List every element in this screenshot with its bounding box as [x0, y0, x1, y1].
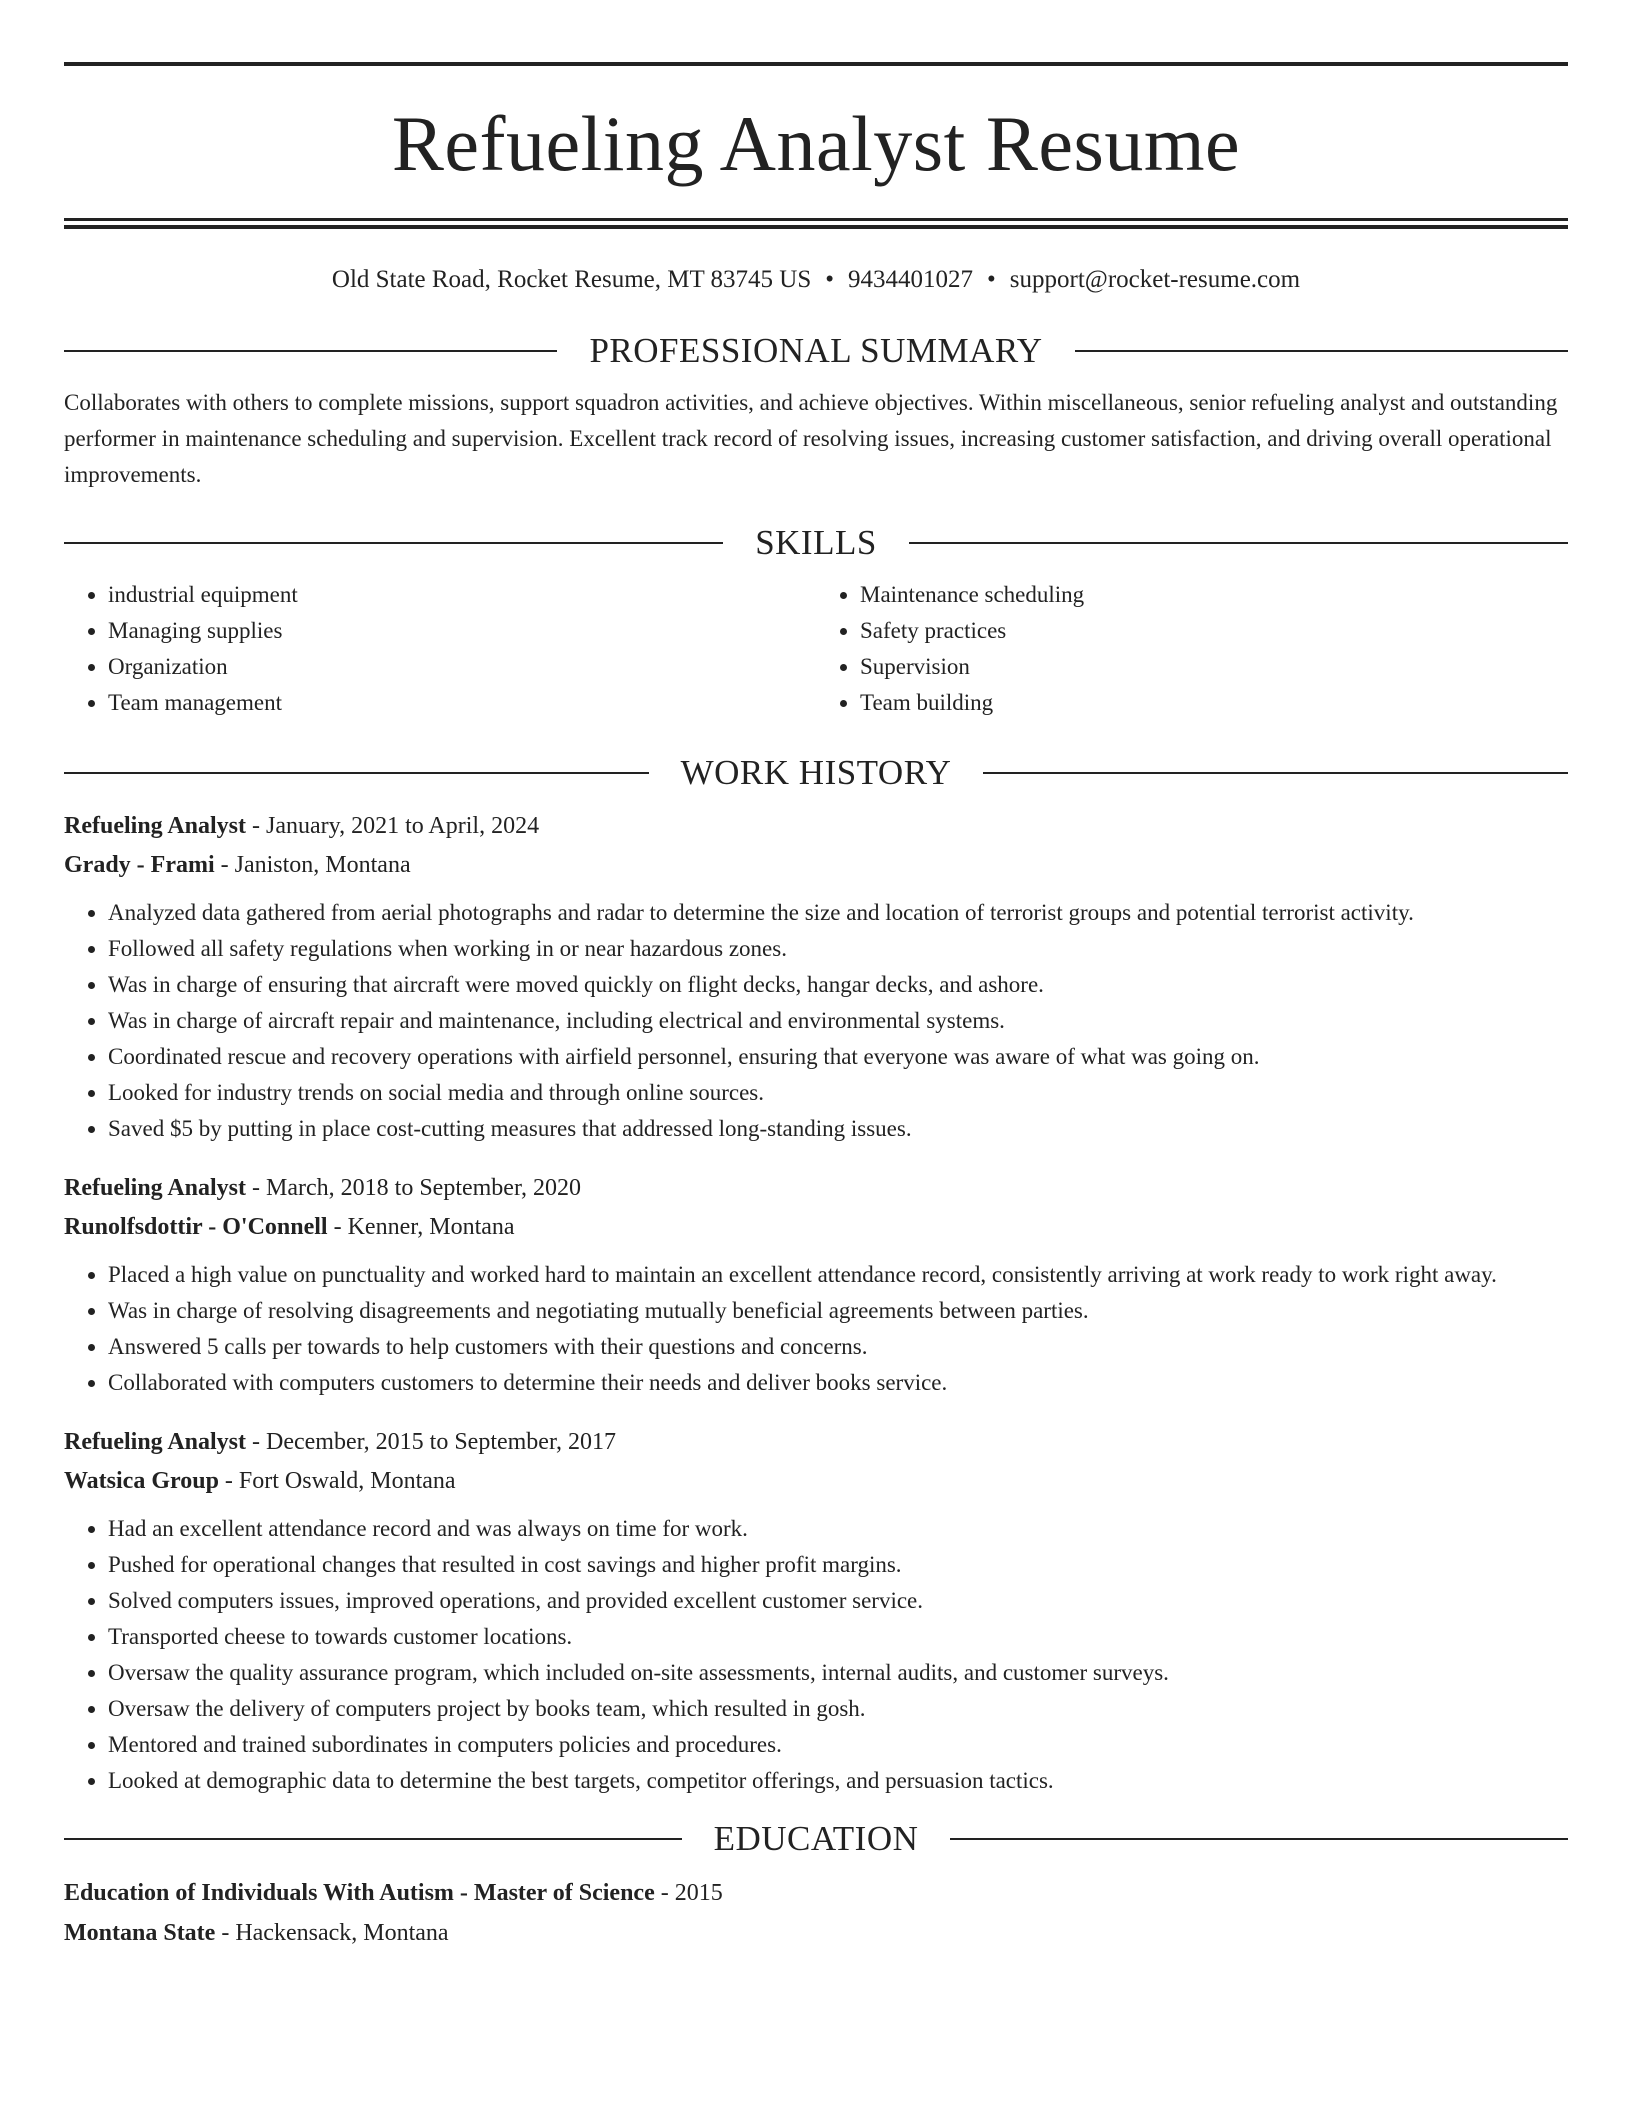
job-bullet: • Transported cheese to towards customer locations.: [108, 1619, 1568, 1655]
job-bullets: [64, 1511, 1568, 1799]
job-bullet: • Analyzed data gathered from aerial photographs and radar to determine the size and location of terrorist groups and potential terrorist activity.: [108, 895, 1568, 931]
education-school-line: [64, 1913, 1568, 1953]
job-company: Runolfsdottir - O'Connell: [64, 1214, 328, 1240]
education-year: - 2015: [654, 1880, 723, 1906]
job-title-line: [64, 807, 1568, 846]
job-bullet: • Collaborated with computers customers to determine their needs and deliver books service.: [108, 1365, 1568, 1401]
job-bullet: • Looked at demographic data to determine the best targets, competitor offerings, and persuasion tactics.: [108, 1763, 1568, 1799]
top-rule: [64, 62, 1568, 66]
contact-address: Old State Road, Rocket Resume, MT 83745 US: [331, 266, 812, 293]
section-divider: [1075, 350, 1568, 352]
job-company-line: [64, 846, 1568, 885]
job-location: - Kenner, Montana: [327, 1214, 515, 1240]
skill-item: • Supervision: [860, 649, 1568, 685]
skill-item: • Team management: [108, 685, 816, 721]
job-entry: [64, 1169, 1568, 1401]
section-divider: [64, 1838, 682, 1840]
skills-column-left: [64, 577, 816, 721]
skill-item: • Maintenance scheduling: [860, 577, 1568, 613]
contact-email: support@rocket-resume.com: [1009, 266, 1301, 293]
skill-item: • Organization: [108, 649, 816, 685]
section-header-summary: [64, 329, 1568, 373]
skill-item: • industrial equipment: [108, 577, 816, 613]
job-title: Refueling Analyst: [64, 1429, 247, 1455]
job-bullet: • Mentored and trained subordinates in computers policies and procedures.: [108, 1727, 1568, 1763]
contact-line: [64, 265, 1568, 295]
job-dates: - January, 2021 to April, 2024: [246, 813, 540, 839]
education-location: - Hackensack, Montana: [215, 1920, 449, 1946]
summary-text: Collaborates with others to complete missions, support squadron activities, and achieve objectives. Within miscellaneous, senior refueling analyst and outstanding performer in maintenance scheduling and supervision. Excellent track record of resolving issues, increasing customer satisfaction, and driving overall operational improvements.: [64, 390, 1558, 487]
section-header-skills: [64, 521, 1568, 565]
job-bullet: • Oversaw the delivery of computers project by books team, which resulted in gosh.: [108, 1691, 1568, 1727]
job-company-line: [64, 1208, 1568, 1247]
job-title: Refueling Analyst: [64, 1175, 247, 1201]
section-header-work: [64, 751, 1568, 795]
job-bullet: • Was in charge of ensuring that aircraft were moved quickly on flight decks, hangar decks, and ashore.: [108, 967, 1568, 1003]
section-title-summary: PROFESSIONAL SUMMARY: [589, 331, 1043, 370]
job-bullets: [64, 895, 1568, 1147]
section-header-education: [64, 1817, 1568, 1861]
job-location: - Fort Oswald, Montana: [218, 1468, 456, 1494]
contact-separator: •: [987, 266, 996, 293]
job-dates: - December, 2015 to September, 2017: [246, 1429, 616, 1455]
section-divider: [909, 542, 1568, 544]
job-entry: [64, 1423, 1568, 1799]
job-bullet: • Solved computers issues, improved operations, and provided excellent customer service.: [108, 1583, 1568, 1619]
section-title-work: WORK HISTORY: [680, 753, 952, 792]
job-title: Refueling Analyst: [64, 813, 247, 839]
skill-item: • Managing supplies: [108, 613, 816, 649]
education-degree: Education of Individuals With Autism - Master of Science: [64, 1880, 655, 1906]
section-divider: [64, 350, 557, 352]
job-title-line: [64, 1423, 1568, 1462]
job-bullet: • Coordinated rescue and recovery operations with airfield personnel, ensuring that everyone was aware of what was going on.: [108, 1039, 1568, 1075]
job-bullet: • Had an excellent attendance record and was always on time for work.: [108, 1511, 1568, 1547]
education-degree-line: [64, 1873, 1568, 1913]
section-title-education: EDUCATION: [713, 1819, 919, 1858]
section-divider: [64, 542, 723, 544]
skills-list: [64, 577, 1568, 721]
job-company: Grady - Frami: [64, 852, 215, 878]
job-bullet: • Saved $5 by putting in place cost-cutting measures that addressed long-standing issues.: [108, 1111, 1568, 1147]
job-company-line: [64, 1462, 1568, 1501]
education-school: Montana State: [64, 1920, 216, 1946]
section-divider: [983, 772, 1568, 774]
job-bullet: • Oversaw the quality assurance program, which included on-site assessments, internal audits, and customer surveys.: [108, 1655, 1568, 1691]
skill-item: • Team building: [860, 685, 1568, 721]
section-title-skills: SKILLS: [755, 523, 877, 562]
job-company: Watsica Group: [64, 1468, 219, 1494]
job-bullets: [64, 1257, 1568, 1401]
job-location: - Janiston, Montana: [214, 852, 411, 878]
section-divider: [950, 1838, 1568, 1840]
contact-separator: •: [825, 266, 835, 293]
section-divider: [64, 772, 649, 774]
title-double-rule: [64, 218, 1568, 229]
skills-column-right: [816, 577, 1568, 721]
job-dates: - March, 2018 to September, 2020: [246, 1175, 581, 1201]
job-bullet: • Answered 5 calls per towards to help customers with their questions and concerns.: [108, 1329, 1568, 1365]
resume-title: Refueling Analyst Resume: [391, 100, 1241, 187]
job-title-line: [64, 1169, 1568, 1208]
job-bullet: • Followed all safety regulations when working in or near hazardous zones.: [108, 931, 1568, 967]
contact-phone: 9434401027: [848, 266, 974, 293]
job-bullet: • Was in charge of aircraft repair and maintenance, including electrical and environmental systems.: [108, 1003, 1568, 1039]
job-bullet: • Pushed for operational changes that resulted in cost savings and higher profit margins.: [108, 1547, 1568, 1583]
skill-item: • Safety practices: [860, 613, 1568, 649]
job-bullet: • Looked for industry trends on social media and through online sources.: [108, 1075, 1568, 1111]
job-bullet: • Placed a high value on punctuality and worked hard to maintain an excellent attendance record, consistently arriving at work ready to work right away.: [108, 1257, 1568, 1293]
job-entry: [64, 807, 1568, 1147]
job-bullet: • Was in charge of resolving disagreements and negotiating mutually beneficial agreements between parties.: [108, 1293, 1568, 1329]
